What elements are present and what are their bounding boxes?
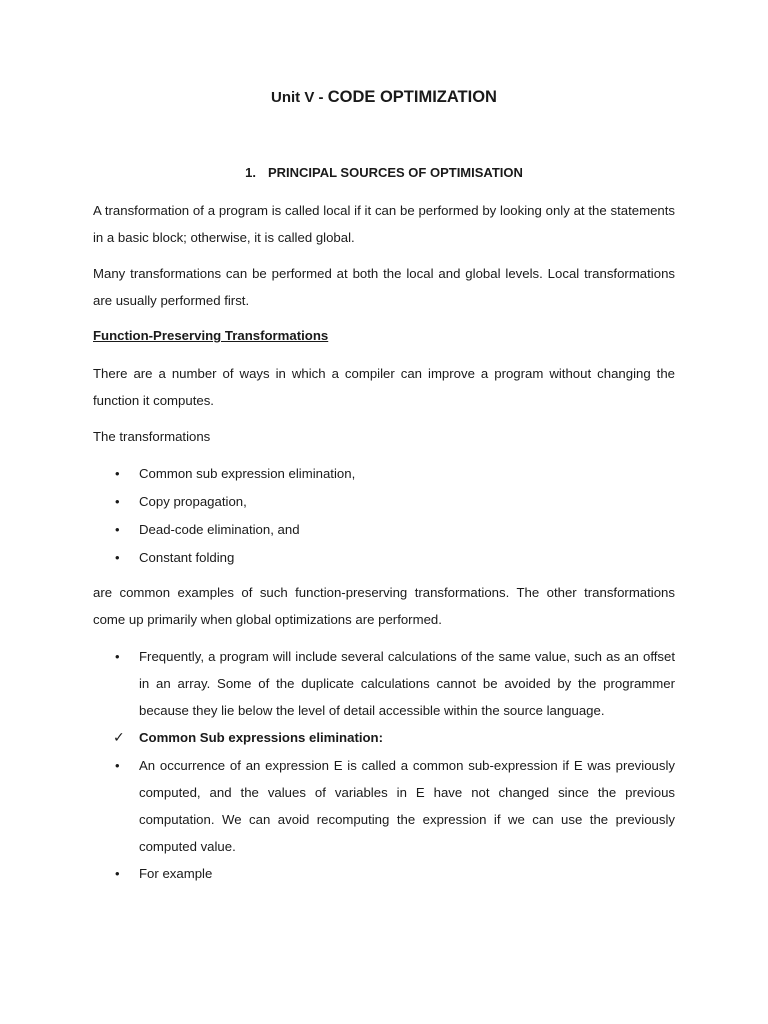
checkmark-icon: ✓: [113, 729, 125, 745]
section-heading-text: PRINCIPAL SOURCES OF OPTIMISATION: [267, 165, 523, 180]
list-item: • Common sub expression elimination,: [93, 460, 675, 487]
page-title: [0, 88, 768, 107]
title-prefix: Unit V -: [271, 89, 328, 106]
subheading-function-preserving: Function-Preserving Transformations: [93, 328, 329, 343]
detail-list: [93, 643, 675, 887]
list-item: ✓ Common Sub expressions elimination:: [93, 724, 675, 751]
bullet-icon: •: [115, 758, 120, 773]
paragraph-transformations-intro: The transformations: [93, 429, 211, 444]
list-item: • Dead-code elimination, and: [93, 516, 675, 543]
list-item: • Constant folding: [93, 544, 675, 571]
section-number: 1.: [245, 165, 256, 180]
bullet-icon: •: [115, 866, 120, 881]
paragraph-local-first: Many transformations can be performed at both the local and global levels. Local transformations are usually performed first.: [93, 266, 675, 308]
paragraph-ways: There are a number of ways in which a compiler can improve a program without changing the function it computes.: [93, 366, 675, 408]
bullet-icon: •: [115, 522, 120, 537]
transformations-list: [93, 460, 675, 571]
paragraph-common-examples: are common examples of such function-preserving transformations. The other transformations come up primarily when global optimizations are performed.: [93, 585, 675, 627]
list-item: • Frequently, a program will include several calculations of the same value, such as an offset in an array. Some of the duplicate calculations cannot be avoided by the programmer because they lie below the level of detail accessible within the source language.: [93, 643, 675, 724]
section-heading: [0, 165, 768, 180]
list-item: • For example: [93, 860, 675, 887]
paragraph-local-global: A transformation of a program is called local if it can be performed by looking only at the statements in a basic block; otherwise, it is called global.: [93, 203, 675, 245]
bullet-icon: •: [115, 550, 120, 565]
list-item: • Copy propagation,: [93, 488, 675, 515]
bullet-icon: •: [115, 494, 120, 509]
list-item: • An occurrence of an expression E is called a common sub-expression if E was previously computed, and the values of variables in E have not changed since the previous computation. We can avoid recomputing the expression if we can use the previously computed value.: [93, 752, 675, 860]
title-main: CODE OPTIMIZATION: [327, 88, 497, 106]
bullet-icon: •: [115, 649, 120, 664]
bullet-icon: •: [115, 466, 120, 481]
